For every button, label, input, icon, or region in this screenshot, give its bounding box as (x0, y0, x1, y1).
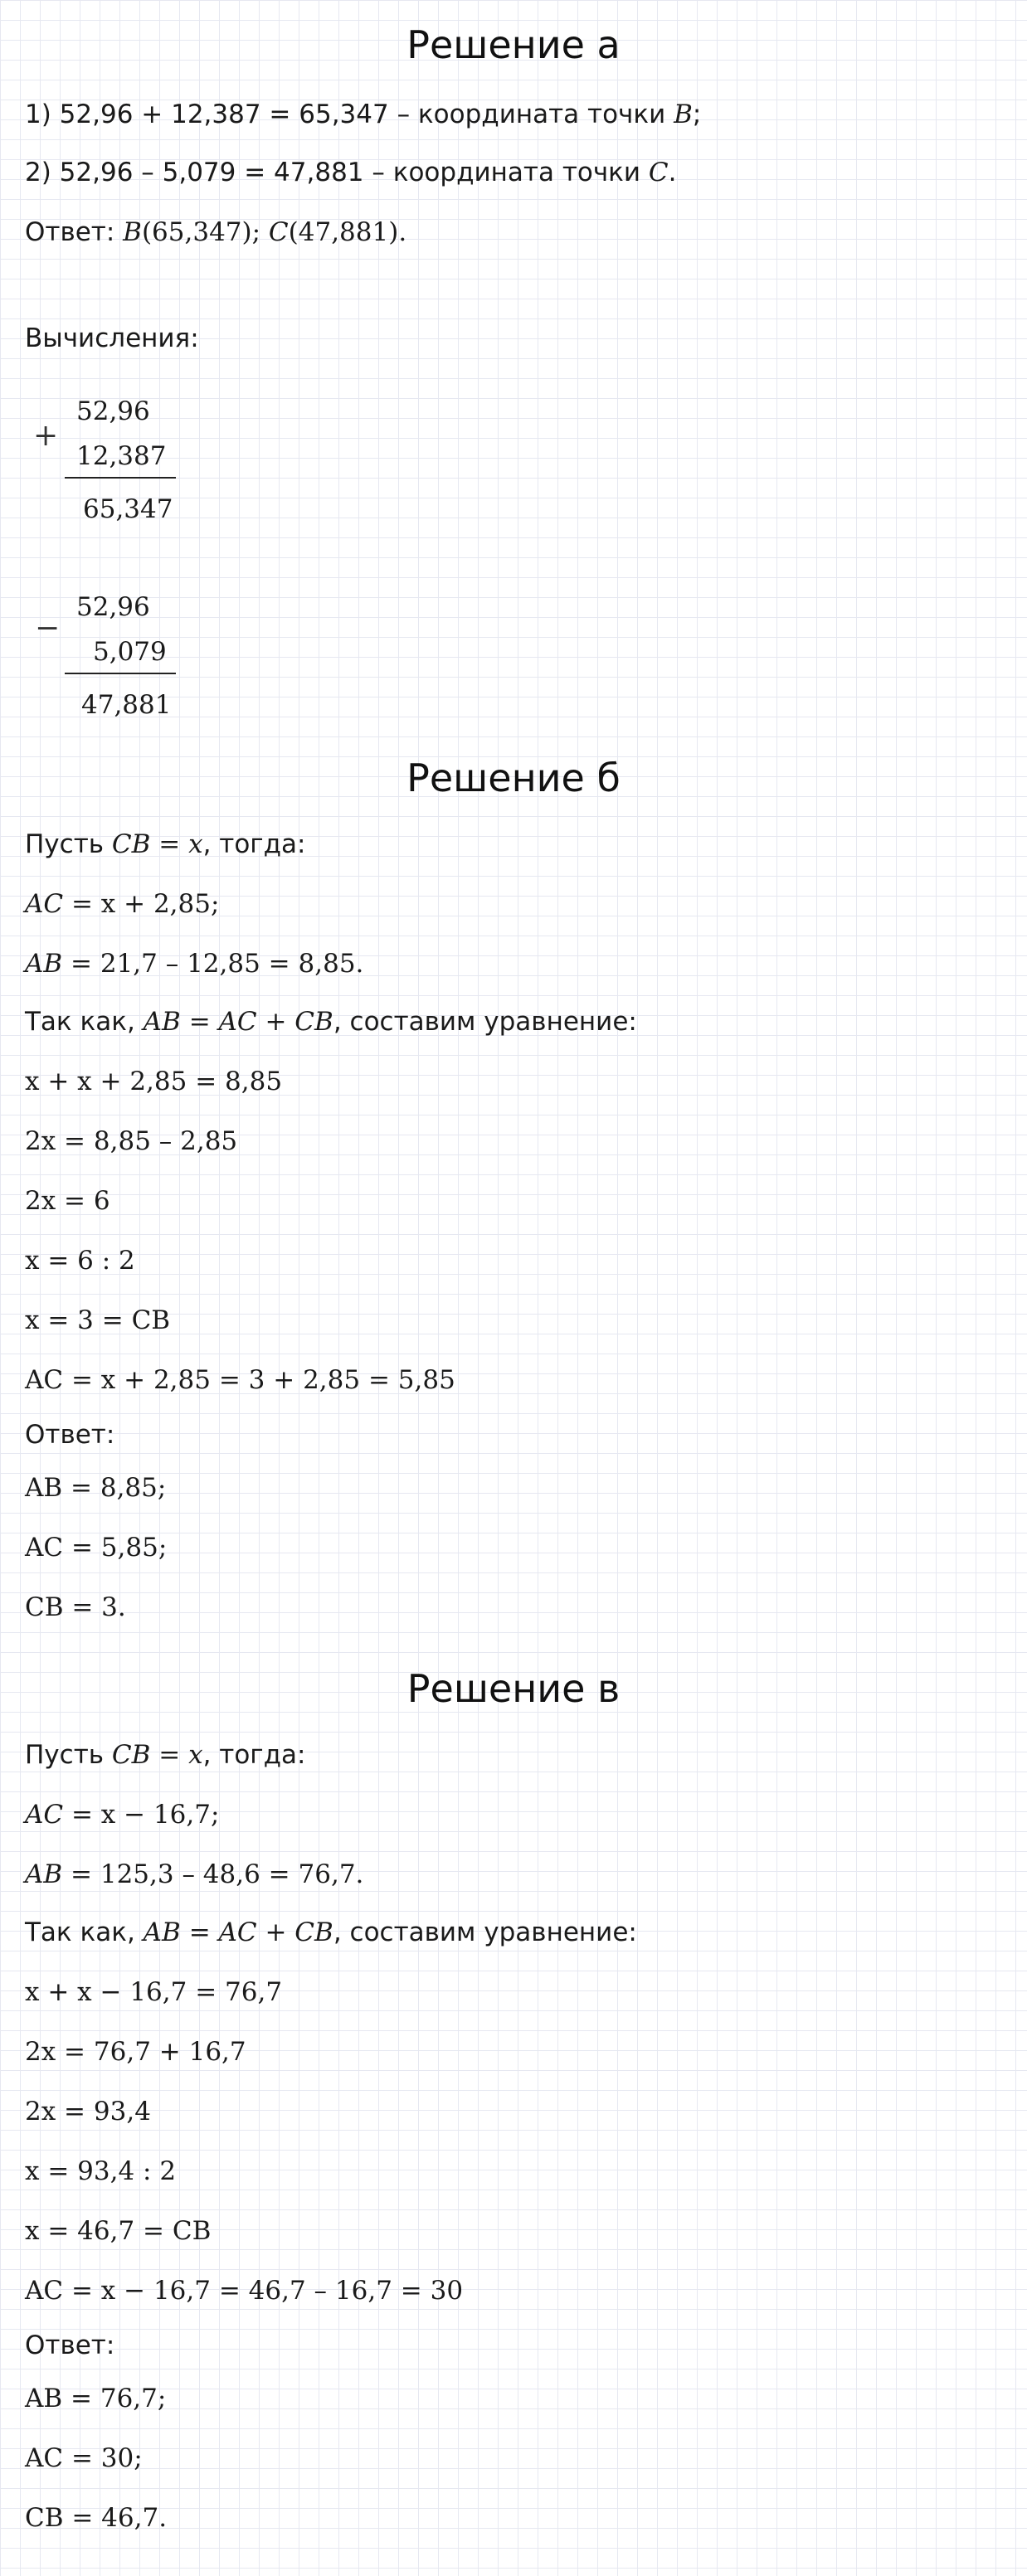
v-let (25, 1737, 305, 1773)
v-since-expr: AB = AC + CB (143, 1917, 333, 1947)
v-line-ab-lhs: AB (25, 1859, 63, 1889)
addition-bar (65, 477, 176, 479)
v-let-pre: Пусть (25, 1740, 112, 1770)
b-since-expr: AB = AC + CB (143, 1007, 333, 1037)
b-line-ac-lhs: AC (25, 889, 64, 919)
b-since (25, 1004, 637, 1040)
v-equation-3: 2x = 93,4 (25, 2097, 151, 2126)
b-line-ab-lhs: AB (25, 949, 63, 979)
v-let-expr: CB = x (111, 1740, 203, 1770)
b-let (25, 826, 305, 863)
b-answer-ab: AB = 8,85; (25, 1473, 167, 1503)
b-let-expr: CB = x (111, 829, 203, 859)
calc-line-2 (25, 154, 676, 191)
minuend: 52,96 (76, 592, 150, 622)
v-equation-2: 2x = 76,7 + 16,7 (25, 2037, 246, 2067)
v-equation-6: AC = x − 16,7 = 46,7 – 16,7 = 30 (25, 2276, 464, 2306)
v-equation-5: x = 46,7 = CB (25, 2216, 212, 2246)
b-equation-4: x = 6 : 2 (25, 1246, 135, 1276)
addend-1: 52,96 (76, 396, 150, 426)
plus-sign: + (33, 419, 59, 453)
b-equation-3: 2x = 6 (25, 1186, 110, 1216)
point-b-var: B (674, 100, 693, 129)
v-let-post: , тогда: (202, 1740, 306, 1770)
v-answer-ab: AB = 76,7; (25, 2384, 167, 2413)
v-answer-cb: CB = 46,7. (25, 2503, 168, 2533)
calc-line-2-end: . (668, 158, 677, 187)
b-equation-2: 2x = 8,85 – 2,85 (25, 1126, 238, 1156)
b-let-post: , тогда: (202, 829, 306, 859)
b-answer-cb: CB = 3. (25, 1592, 126, 1622)
b-answer-label: Ответ: (25, 1420, 115, 1450)
calc-line-2-text: 2) 52,96 – 5,079 = 47,881 – координата точки (25, 158, 649, 187)
calc-line-1 (25, 96, 701, 133)
point-c-var: C (648, 158, 669, 187)
b-since-post: , составим уравнение: (333, 1007, 637, 1037)
b-equation-6: AC = x + 2,85 = 3 + 2,85 = 5,85 (25, 1365, 455, 1395)
v-line-ab (25, 1856, 363, 1893)
heading-part-a: Решение а (406, 22, 621, 67)
calc-line-1-end: ; (692, 100, 702, 129)
answer-a-b-var: B (123, 217, 142, 247)
b-line-ac (25, 886, 219, 922)
sum-result: 65,347 (83, 494, 173, 524)
difference-result: 47,881 (81, 690, 172, 720)
b-let-pre: Пусть (25, 829, 112, 859)
minus-sign: − (35, 611, 61, 645)
v-line-ac (25, 1796, 219, 1833)
b-answer-ac: AC = 5,85; (25, 1533, 168, 1563)
b-line-ab-rest: = 21,7 – 12,85 = 8,85. (62, 949, 364, 979)
heading-part-v: Решение в (406, 1666, 621, 1711)
calc-line-1-text: 1) 52,96 + 12,387 = 65,347 – координата точки (25, 100, 674, 129)
v-equation-4: x = 93,4 : 2 (25, 2156, 177, 2186)
calc-label: Вычисления: (25, 323, 199, 353)
addend-2: 12,387 (76, 441, 167, 471)
v-since-post: , составим уравнение: (333, 1917, 637, 1947)
subtraction-bar (65, 673, 176, 674)
b-equation-1: x + x + 2,85 = 8,85 (25, 1067, 283, 1096)
v-answer-ac: AC = 30; (25, 2443, 143, 2473)
b-equation-5: x = 3 = CB (25, 1305, 171, 1335)
answer-a-c-var: C (268, 217, 289, 247)
v-line-ab-rest: = 125,3 – 48,6 = 76,7. (62, 1859, 364, 1889)
v-since (25, 1914, 637, 1951)
b-line-ac-rest: = x + 2,85; (63, 889, 220, 919)
answer-a (25, 214, 406, 250)
subtrahend: 5,079 (93, 637, 167, 667)
v-equation-1: x + x − 16,7 = 76,7 (25, 1977, 283, 2007)
heading-part-b: Решение б (406, 756, 621, 800)
v-line-ac-lhs: AC (25, 1800, 64, 1830)
b-line-ab (25, 945, 363, 982)
answer-a-label: Ответ: (25, 217, 124, 247)
answer-a-b-value: (65,347); (141, 217, 269, 247)
answer-a-c-value: (47,881). (288, 217, 407, 247)
v-since-pre: Так как, (25, 1917, 144, 1947)
v-line-ac-rest: = x − 16,7; (63, 1800, 220, 1830)
v-answer-label: Ответ: (25, 2331, 115, 2360)
b-since-pre: Так как, (25, 1007, 144, 1037)
